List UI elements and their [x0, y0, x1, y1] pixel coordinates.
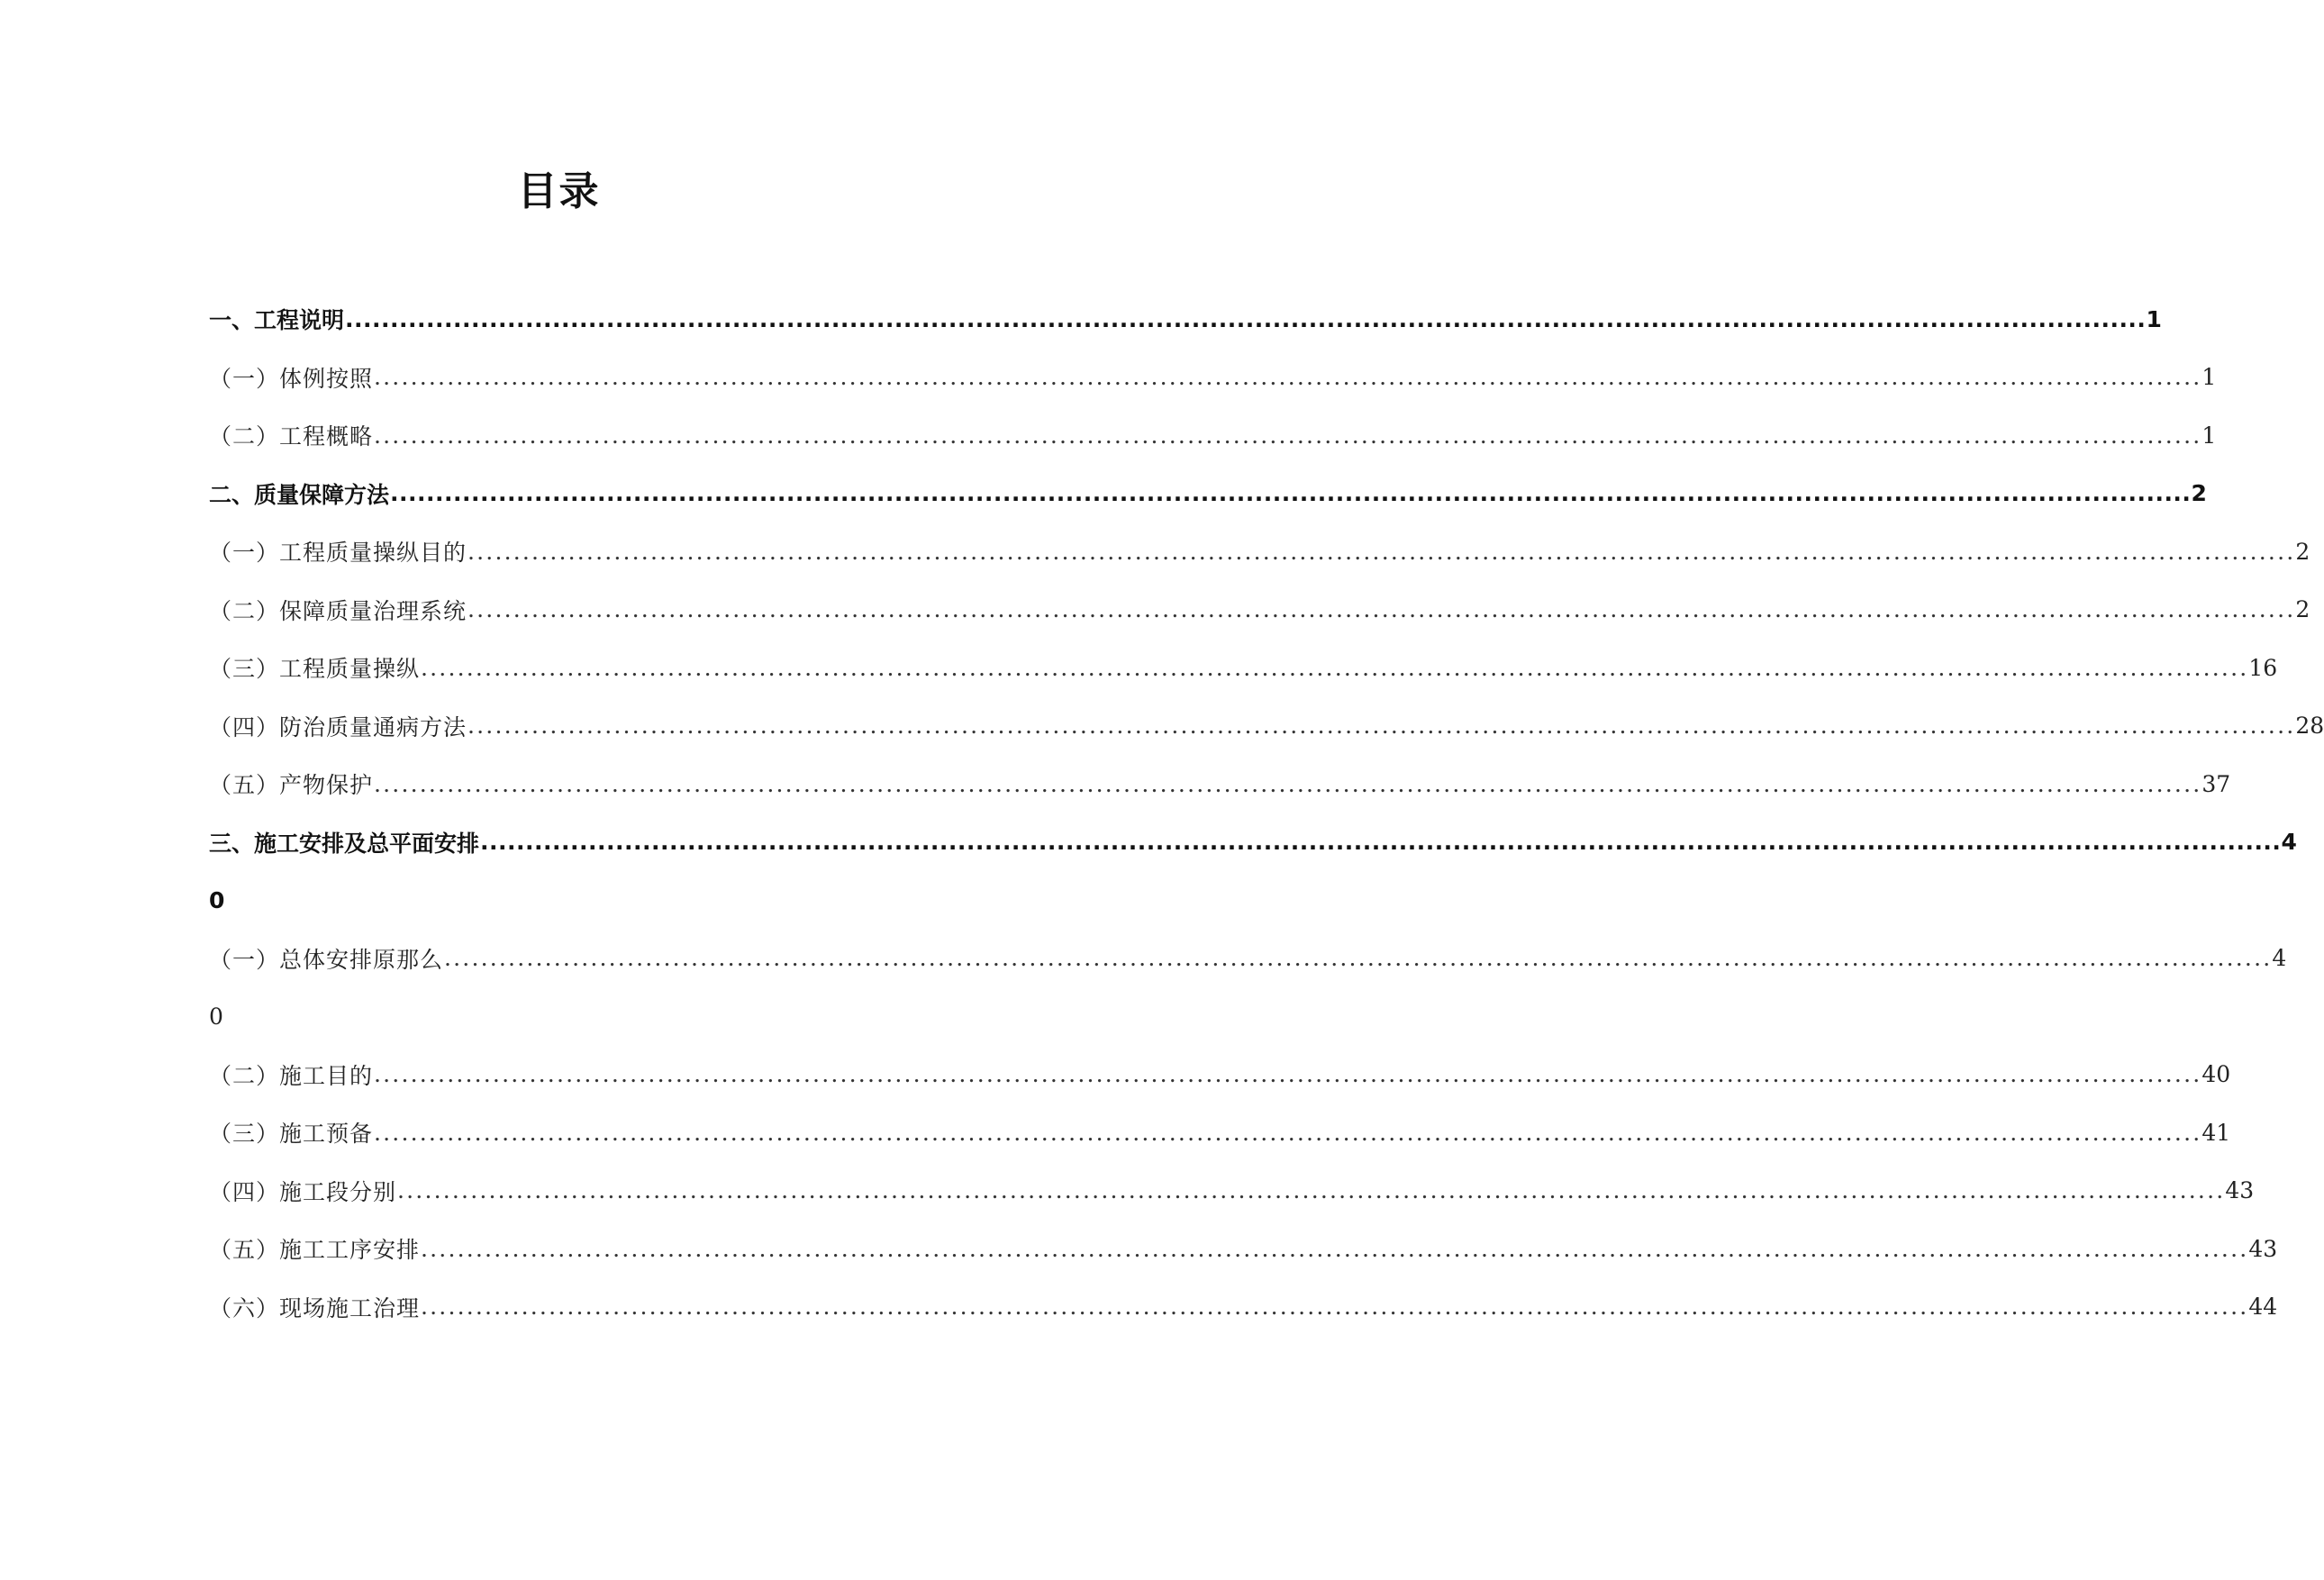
toc-entry-page: 1: [2146, 305, 2162, 332]
toc-entry[interactable]: [209, 1220, 2278, 1278]
toc-entry-page: 4: [2272, 945, 2287, 972]
toc-entry-label: （一）总体安排原那么: [209, 946, 444, 973]
toc-entry-page: 2: [2295, 596, 2310, 623]
toc-leader-dots: ........................................................................................................................................................................................................: [374, 364, 2202, 391]
toc-entry[interactable]: [209, 1162, 2255, 1221]
toc-entry-page: 16: [2248, 654, 2278, 681]
toc-leader-dots: ........................................................................................................................................................................................................: [345, 305, 2147, 332]
toc-entry[interactable]: [209, 465, 2207, 523]
toc-entry[interactable]: [209, 581, 2310, 640]
toc-entry-page: 2: [2191, 480, 2207, 507]
toc-entry-page: 43: [2225, 1177, 2255, 1204]
toc-leader-dots: ........................................................................................................................................................................................................: [397, 1177, 2226, 1204]
toc-title: 目录: [517, 168, 601, 214]
toc-entry-label: 三、施工安排及总平面安排: [209, 830, 480, 857]
toc-entry-label: 一、工程说明: [209, 307, 345, 334]
toc-leader-dots: ........................................................................................................................................................................................................: [421, 1235, 2249, 1262]
toc-entry[interactable]: [209, 406, 2217, 465]
toc-leader-dots: ........................................................................................................................................................................................................: [480, 829, 2282, 856]
toc-leader-dots: ........................................................................................................................................................................................................: [390, 480, 2192, 507]
toc-entry-label: （三）工程质量操纵: [209, 656, 421, 683]
toc-entry-page: 37: [2201, 770, 2231, 797]
toc-entry-page: 2: [2295, 538, 2310, 565]
toc-entry[interactable]: [209, 1046, 2231, 1104]
toc-entry[interactable]: [209, 1278, 2278, 1337]
toc-entry-label: （一）工程质量操纵目的: [209, 540, 468, 567]
toc-entry-label: （三）施工预备: [209, 1121, 374, 1148]
toc-entry-label: （四）施工段分别: [209, 1178, 397, 1205]
toc-entry-page: 41: [2201, 1119, 2231, 1146]
toc-leader-dots: ........................................................................................................................................................................................................: [374, 770, 2202, 797]
toc-entry[interactable]: [209, 349, 2217, 407]
toc-leader-dots: ........................................................................................................................................................................................................: [468, 538, 2296, 565]
toc-entry-label: （一）体例按照: [209, 365, 374, 392]
toc-entry-label: （五）施工工序安排: [209, 1237, 421, 1264]
toc-entry-label: （四）防治质量通病方法: [209, 713, 468, 740]
toc-entry[interactable]: [209, 522, 2310, 581]
toc-entry-page: 28: [2295, 713, 2324, 740]
toc-entry-label: （二）工程概略: [209, 423, 374, 450]
toc-entry[interactable]: [209, 1103, 2231, 1162]
toc-entry-page: 44: [2248, 1294, 2278, 1321]
toc-leader-dots: ........................................................................................................................................................................................................: [468, 596, 2296, 623]
toc-entry-page: 40: [2201, 1061, 2231, 1088]
toc-leader-dots: ........................................................................................................................................................................................................: [444, 945, 2273, 972]
toc-leader-dots: ........................................................................................................................................................................................................: [374, 1119, 2202, 1146]
toc-entry-label: （六）现场施工治理: [209, 1294, 421, 1321]
toc-entry-page: 4: [2281, 829, 2297, 856]
toc-entry-label: （二）保障质量治理系统: [209, 597, 468, 624]
toc-list: [209, 290, 2324, 1336]
toc-entry-page: 1: [2201, 364, 2217, 391]
toc-entry[interactable]: [209, 755, 2231, 813]
toc-entry-label: （二）施工目的: [209, 1062, 374, 1089]
toc-entry-page-overflow: 0: [209, 1003, 223, 1030]
toc-entry-label: 二、质量保障方法: [209, 481, 390, 508]
toc-entry-page-wrap: [209, 987, 991, 1046]
toc-entry-label: （五）产物保护: [209, 772, 374, 799]
toc-entry[interactable]: [209, 290, 2162, 349]
toc-entry[interactable]: [209, 697, 2324, 756]
toc-leader-dots: ........................................................................................................................................................................................................: [468, 713, 2296, 740]
toc-entry[interactable]: [209, 930, 2287, 988]
toc-entry-page: 43: [2248, 1235, 2278, 1262]
toc-entry-page-wrap: [209, 871, 991, 930]
toc-entry-page-overflow: 0: [209, 886, 225, 913]
toc-leader-dots: ........................................................................................................................................................................................................: [421, 654, 2249, 681]
toc-leader-dots: ........................................................................................................................................................................................................: [374, 422, 2202, 449]
toc-leader-dots: ........................................................................................................................................................................................................: [421, 1294, 2249, 1321]
toc-leader-dots: ........................................................................................................................................................................................................: [374, 1061, 2202, 1088]
toc-entry[interactable]: [209, 813, 2297, 872]
toc-entry[interactable]: [209, 639, 2278, 697]
toc-entry-page: 1: [2201, 422, 2217, 449]
